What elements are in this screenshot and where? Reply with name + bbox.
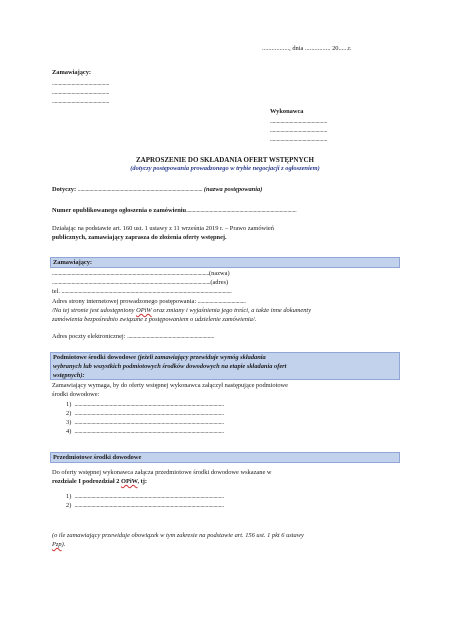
podmiotowe-item-1 bbox=[66, 401, 224, 409]
przedmiotowe-section-bar bbox=[50, 452, 400, 463]
numer-dots: ..................................................................................... bbox=[186, 207, 297, 214]
przedmiotowe-item-1 bbox=[66, 493, 224, 501]
intro-line-2: publicznych, zamawiający zaprasza do złożenia oferty wstępnej. bbox=[52, 234, 227, 241]
zamawiajacy-section-label: Zamawiający: bbox=[53, 259, 93, 266]
podmiotowe-item-4 bbox=[66, 428, 224, 436]
wykonawca-line-1: ............................................ bbox=[270, 118, 328, 125]
zam-email-row bbox=[52, 333, 214, 341]
wykonawca-label: Wykonawca bbox=[270, 108, 304, 115]
item-number: 1) bbox=[66, 493, 72, 500]
zamawiajacy-top-label: Zamawiający: bbox=[52, 69, 92, 76]
zam-www-label: Adres strony internetowej prowadzonego postępowania: bbox=[52, 298, 198, 305]
dotyczy-row bbox=[52, 186, 262, 194]
zam-tel-row bbox=[52, 288, 232, 296]
zam-address-row bbox=[52, 279, 228, 287]
podmiotowe-item-3 bbox=[66, 419, 224, 427]
wykonawca-line-3: ............................................ bbox=[270, 136, 328, 143]
item-dots: ................................................................................................................... bbox=[74, 428, 224, 435]
date-line: ................., dnia ................ 20......r. bbox=[262, 45, 352, 52]
dotyczy-dots: ................................................................................................ bbox=[77, 186, 203, 193]
podmiotowe-text-line-1: Zamawiający wymaga, by do oferty wstępnej wykonawca załączył następujące podmiotowe bbox=[52, 382, 289, 389]
zam-note-opiw: OPiW bbox=[136, 307, 152, 314]
przedmiotowe-section-label: Przedmiotowe środki dowodowe bbox=[53, 454, 142, 461]
document-title: ZAPROSZENIE DO SKŁADANIA OFERT WSTĘPNYCH bbox=[135, 156, 315, 164]
zam-address-dots: .......................................................................................................................... bbox=[52, 279, 211, 286]
zam-note-line-2: zamówienia bezpośrednio związane z postępowaniem o udzielenie zamówienia/. bbox=[52, 316, 257, 323]
zam-email-dots: ................................................................... bbox=[127, 333, 215, 340]
przedm-line2-pre: rozdziale I podrozdział 2 bbox=[52, 478, 121, 485]
zamawiajacy-line-2: ............................................ bbox=[52, 89, 110, 96]
zam-note-pre: /Na tej stronie jest udostępniony bbox=[52, 307, 137, 314]
numer-label: Numer opublikowanego ogłoszenia o zamówieniu bbox=[52, 207, 187, 214]
item-dots: ................................................................................................................... bbox=[74, 410, 224, 417]
item-number: 1) bbox=[66, 401, 72, 408]
footer-note-line-1: (o ile zamawiający przewiduje obowiązek w tym zakresie na podstawie art. 156 ust. 1 pkt 6 ustawy bbox=[52, 532, 304, 539]
item-dots: ................................................................................................................... bbox=[74, 493, 224, 500]
footer-note-end: ). bbox=[61, 541, 66, 548]
zam-tel-dots: ................................................................................................................................... bbox=[61, 288, 232, 295]
podmiotowe-section-bar bbox=[50, 352, 400, 380]
item-number: 2) bbox=[66, 502, 72, 509]
footer-note-line-2 bbox=[52, 541, 65, 549]
document-subtitle: (dotyczy postępowania prowadzonego w trybie negocjacji z ogłoszeniem) bbox=[130, 165, 320, 172]
dotyczy-label: Dotyczy: bbox=[52, 186, 78, 193]
item-dots: ................................................................................................................... bbox=[74, 401, 224, 408]
item-dots: ................................................................................................................... bbox=[74, 419, 224, 426]
item-number: 3) bbox=[66, 419, 72, 426]
zam-name-label: (nazwa) bbox=[209, 270, 230, 277]
zam-name-row bbox=[52, 270, 230, 278]
zam-address-label: (adres) bbox=[210, 279, 229, 286]
zam-www-dots: ..................................... bbox=[197, 298, 246, 305]
wykonawca-line-2: ............................................ bbox=[270, 127, 328, 134]
zam-note-line-1 bbox=[52, 307, 311, 315]
przedmiotowe-item-2 bbox=[66, 502, 224, 510]
podmiotowe-item-2 bbox=[66, 410, 224, 418]
podmiotowe-bar-title: Podmiotowe środki dowodowe bbox=[53, 354, 138, 361]
zam-note-post: oraz zmiany i wyjaśnienia jego treści, a także inne dokumenty bbox=[151, 307, 312, 314]
footer-note-pzp: Pzp bbox=[52, 541, 62, 548]
item-number: 2) bbox=[66, 410, 72, 417]
zamawiajacy-line-1: ............................................ bbox=[52, 80, 110, 87]
podmiotowe-bar-cond: (jeżeli zamawiający przewiduje wymóg składania bbox=[137, 354, 266, 361]
zamawiajacy-section-bar bbox=[50, 257, 400, 268]
numer-ogloszenia-row bbox=[52, 207, 296, 215]
dotyczy-suffix: (nazwa postępowania) bbox=[202, 186, 263, 193]
przedm-line2-opiw: OPiW bbox=[121, 478, 138, 485]
zam-name-dots: ......................................................................................................................... bbox=[52, 270, 210, 277]
zam-tel-label: tel. bbox=[52, 288, 60, 295]
item-number: 4) bbox=[66, 428, 72, 435]
podmiotowe-bar-line-2: wybranych lub wszystkich podmiotowych środków dowodowych na etapie składania ofert bbox=[53, 363, 287, 370]
zam-www-row bbox=[52, 298, 246, 306]
zam-email-label: Adres poczty elektronicznej: bbox=[52, 333, 128, 340]
podmiotowe-bar-line-1 bbox=[53, 354, 266, 362]
przedmiotowe-text-line-1: Do oferty wstępnej wykonawca załącza przedmiotowe środki dowodowe wskazane w bbox=[52, 469, 272, 476]
item-dots: ................................................................................................................... bbox=[74, 502, 224, 509]
przedm-line2-post: , tj: bbox=[137, 478, 148, 485]
zamawiajacy-line-3: ............................................ bbox=[52, 98, 110, 105]
podmiotowe-text-line-2: środki dowodowe: bbox=[52, 391, 100, 398]
podmiotowe-bar-line-3: wstępnych): bbox=[53, 372, 85, 379]
intro-line-1: Działając na podstawie art. 160 ust. 1 ustawy z 11 września 2019 r. – Prawo zamówień bbox=[52, 225, 274, 232]
przedmiotowe-text-line-2 bbox=[52, 478, 147, 486]
